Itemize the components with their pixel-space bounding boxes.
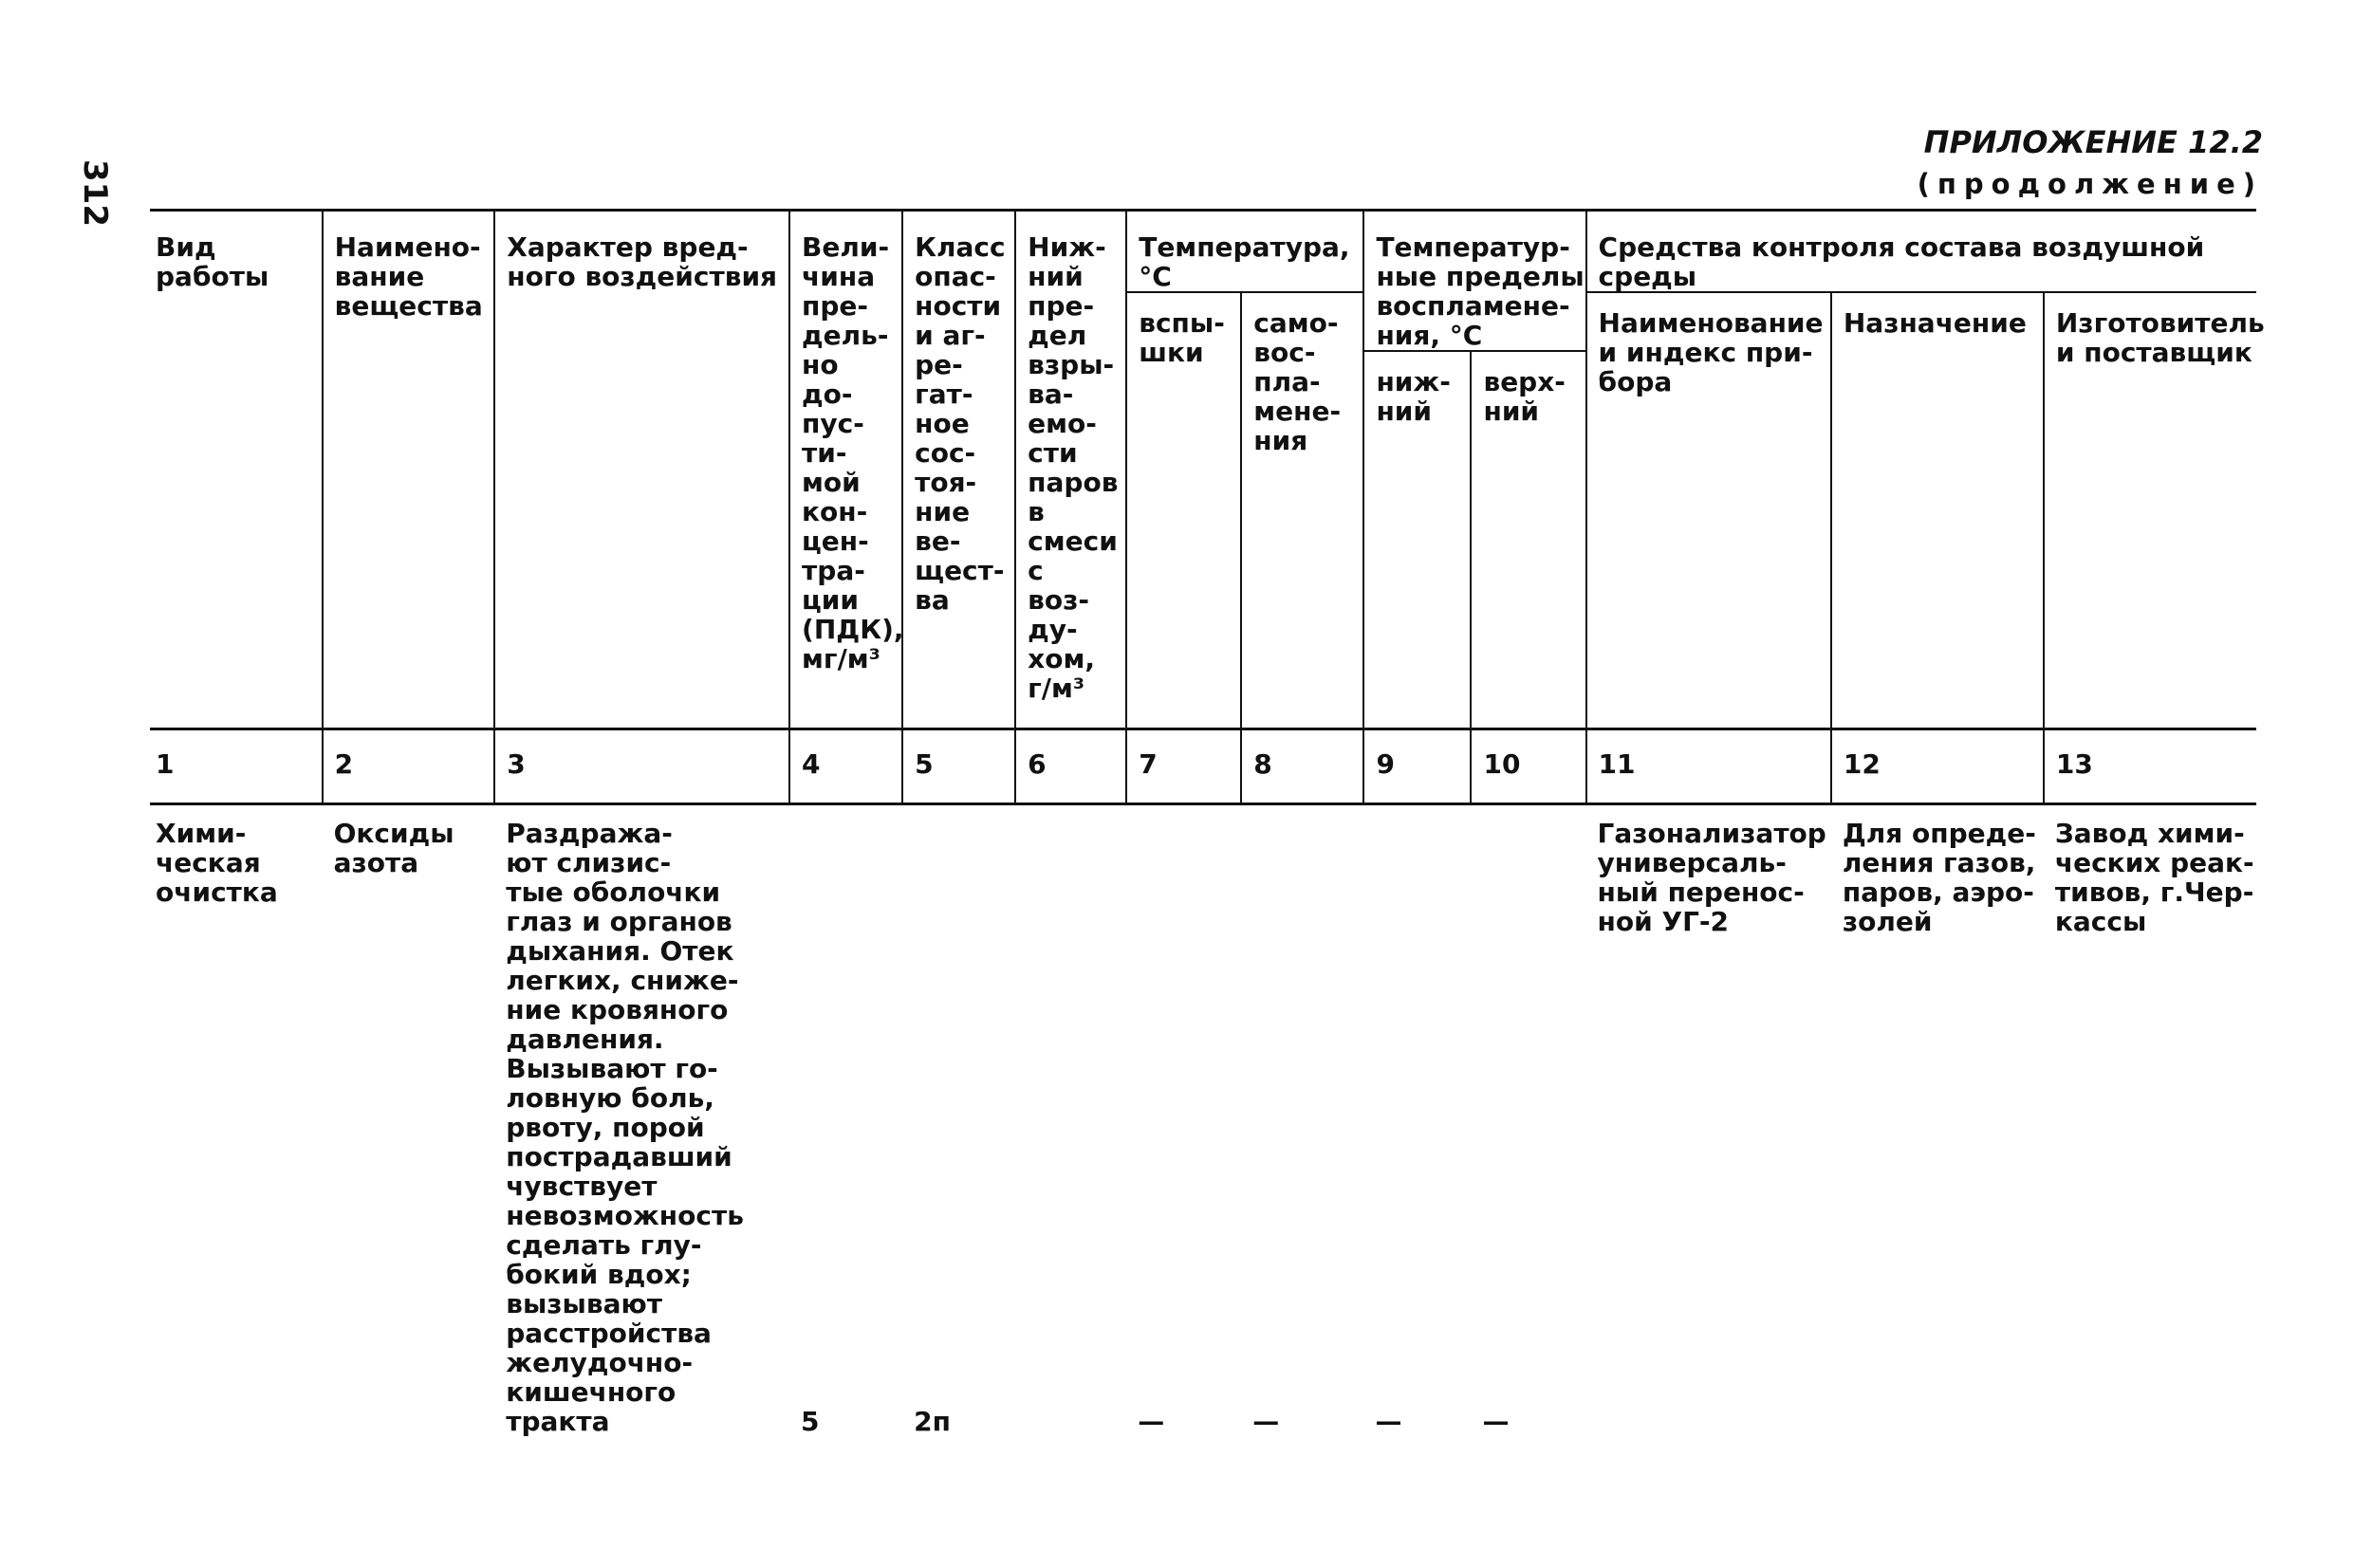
column-number: 5 xyxy=(902,729,1015,804)
cell-hazard-class: 2п xyxy=(914,1406,951,1437)
column-number: 11 xyxy=(1586,729,1831,804)
header-temperature-group: Температура, °С xyxy=(1126,211,1363,293)
cell-mac: 5 xyxy=(801,1406,820,1437)
column-number: 9 xyxy=(1363,729,1471,804)
cell-flash-point: — xyxy=(1138,1406,1165,1437)
column-number: 1 xyxy=(150,729,323,804)
cell-harmful-effect: Раздража- ют слизис- тые оболочки глаз и органов дыхания. Отек легких, сниже- ние кровяного давления. Вызывают го- ловную боль, рвоту, порой пострадавший чувствует невозможность сделать глу- бокий вдох; вызывают расстройства желудочно- кишечного тракта xyxy=(506,818,744,1437)
header-work-type: Вид работы xyxy=(150,211,323,729)
cell-lower-limit: — xyxy=(1375,1406,1402,1437)
header-flash-point: вспы- шки xyxy=(1126,292,1241,729)
header-lower-limit: ниж- ний xyxy=(1363,351,1471,729)
cell-manufacturer: Завод хими- ческих реак- тивов, г.Чер- кассы xyxy=(2054,818,2254,937)
cell-device-name: Газонализатор универсаль- ный перенос- ной УГ-2 xyxy=(1597,818,1826,937)
header-autoignition: само- вос- пла- мене- ния xyxy=(1241,292,1363,729)
column-number: 4 xyxy=(789,729,902,804)
header-harmful-effect: Характер вред- ного воздействия xyxy=(494,211,789,729)
table-row xyxy=(150,804,2256,1437)
column-number: 12 xyxy=(1831,729,2044,804)
header-air-control-group: Средства контроля состава воздушной среды xyxy=(1586,211,2256,293)
header-substance-name: Наимено- вание вещества xyxy=(323,211,495,729)
header-hazard-class: Класс опас- ности и аг- ре- гат- ное сос- тоя- ние ве- щест- ва xyxy=(902,211,1015,729)
header-lower-explosive-limit: Ниж- ний пре- дел взры- ва- емо- сти паров в смеси с воз- ду- хом, г/м³ xyxy=(1015,211,1126,729)
page-number: 312 xyxy=(76,159,114,227)
column-number: 8 xyxy=(1241,729,1363,804)
cell-substance-name: Оксиды азота xyxy=(333,818,454,878)
header-purpose: Назначение xyxy=(1831,292,2044,729)
cell-work-type: Хими- ческая очистка xyxy=(156,818,278,908)
header-upper-limit: верх- ний xyxy=(1471,351,1585,729)
header-mac: Вели- чина пре- дель- но до- пус- ти- мой кон- цен- тра- ции (ПДК), мг/м³ xyxy=(789,211,902,729)
cell-upper-limit: — xyxy=(1482,1406,1510,1437)
appendix-title: ПРИЛОЖЕНИЕ 12.2 xyxy=(1923,124,2263,160)
column-number: 10 xyxy=(1471,729,1585,804)
cell-lower-explosive-limit xyxy=(1015,804,1126,1437)
column-number: 7 xyxy=(1126,729,1241,804)
column-number: 6 xyxy=(1015,729,1126,804)
appendix-subtitle: (продолжение) xyxy=(1917,168,2263,200)
header-device-name: Наименование и индекс при- бора xyxy=(1586,292,1831,729)
substances-table xyxy=(150,209,2265,1437)
column-number: 13 xyxy=(2044,729,2256,804)
cell-purpose: Для опреде- ления газов, паров, аэро- золей xyxy=(1842,818,2036,937)
column-number: 2 xyxy=(323,729,495,804)
header-ignition-limits-group: Температур- ные пределы воспламене- ния, °С xyxy=(1363,211,1585,352)
column-number: 3 xyxy=(494,729,789,804)
header-manufacturer: Изготовитель и поставщик xyxy=(2044,292,2256,729)
appendix-heading xyxy=(1918,121,2263,205)
cell-autoignition: — xyxy=(1252,1406,1280,1437)
